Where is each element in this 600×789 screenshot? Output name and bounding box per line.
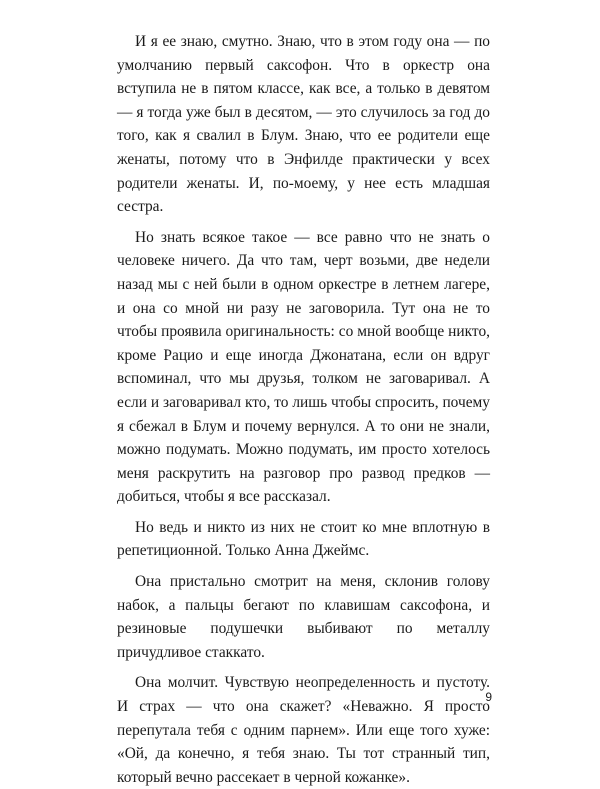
paragraph-5: Она молчит. Чувствую неопределенность и пустоту. И страх — что она скажет? «Неважно. Я просто перепутала тебя с одним парнем». Или еще того хуже: «Ой, да конечно, я тебя знаю. Ты тот странный тип, который вечно рассекает в черной кожанке». [117,674,490,786]
paragraph-4: Она пристально смотрит на меня, склонив голову набок, а пальцы бегают по клавишам саксофона, и резиновые подушечки выбивают по металлу причудливое стаккато. [117,573,490,661]
body-text [117,30,490,789]
page-number: 9 [485,690,492,704]
paragraph-2: Но знать всякое такое — все равно что не знать о человеке ничего. Да что там, черт возьми, две недели назад мы с ней были в одном оркестре в летнем лагере, и она со мной ни разу не заговорила. Тут она не то чтобы проявила оригинальность: со мной вообще никто, кроме Рацио и еще иногда Джонатана, если он вдруг вспоминал, что мы друзья, толком не заговаривал. А если и заговаривал кто, то лишь чтобы спросить, почему я сбежал в Блум и почему вернулся. А то они не знали, можно подумать. Можно подумать, им просто хотелось меня раскрутить на разговор про развод предков — добиться, чтобы я все рассказал. [117,228,490,506]
paragraph-1: И я ее знаю, смутно. Знаю, что в этом году она — по умолчанию первый саксофон. Что в оркестр она вступила не в пятом классе, как все, а только в девятом — я тогда уже был в десятом, — это случилось за год до того, как я свалил в Блум. Знаю, что ее родители еще женаты, потому что в Энфилде практически у всех родители женаты. И, по-моему, у нее есть младшая сестра. [117,33,490,216]
paragraph-3: Но ведь и никто из них не стоит ко мне вплотную в репетиционной. Только Анна Джеймс. [117,518,490,560]
